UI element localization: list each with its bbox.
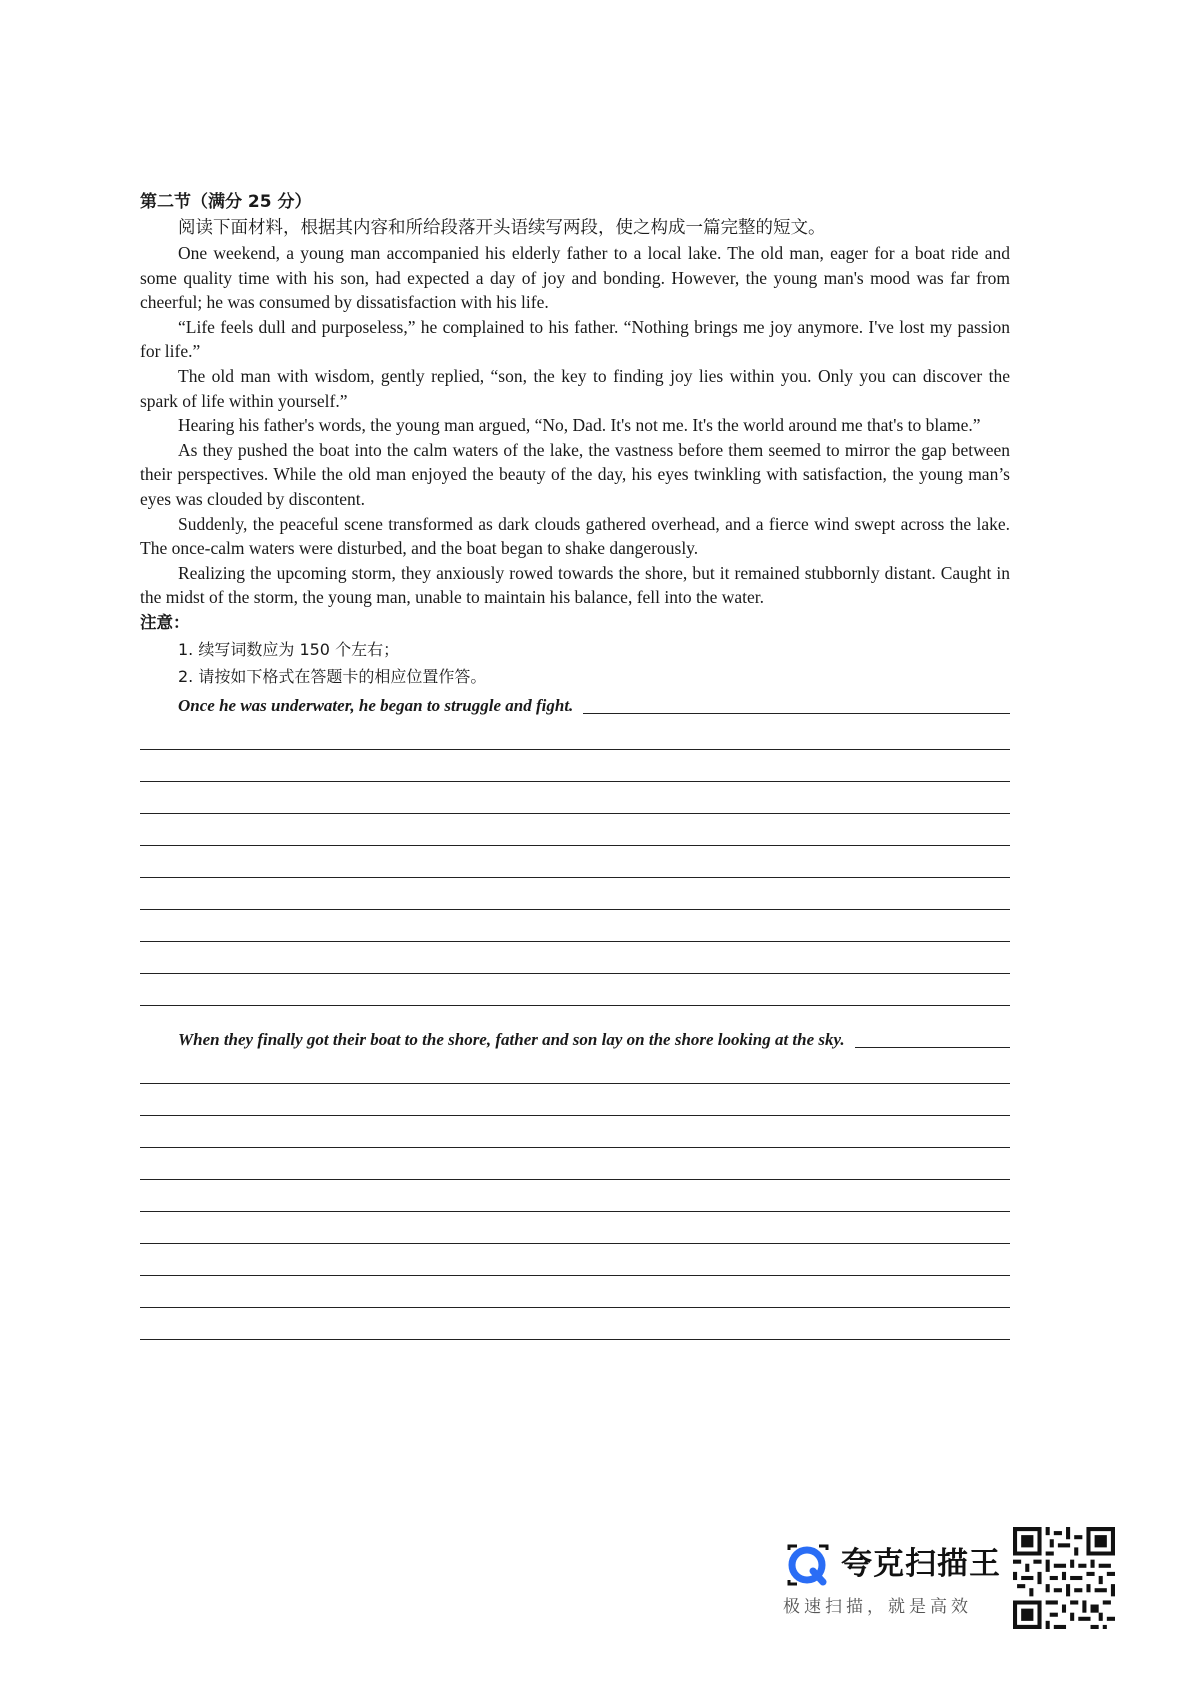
answer-line[interactable] — [140, 814, 1010, 846]
answer-line[interactable] — [140, 782, 1010, 814]
answer-line[interactable] — [140, 1308, 1010, 1340]
quark-logo-icon — [783, 1542, 835, 1588]
answer-line[interactable] — [140, 1084, 1010, 1116]
answer-line[interactable] — [140, 878, 1010, 910]
scanner-watermark — [783, 1540, 1003, 1630]
passage-paragraph: The old man with wisdom, gently replied, “son, the key to finding joy lies within you. Only you can discover the spark of life within yourself.” — [140, 365, 1010, 411]
qr-code-icon — [1013, 1527, 1115, 1629]
answer-line[interactable] — [140, 1180, 1010, 1212]
prompt-text: Once he was underwater, he began to struggle and fight. — [178, 695, 574, 715]
app-name: 夸克扫描王 — [841, 1546, 1001, 1582]
passage-paragraph: Realizing the upcoming storm, they anxiously rowed towards the shore, but it remained stubbornly distant. Caught in the midst of the storm, the young man, unable to maintain his balance, fell into the water. — [140, 562, 1010, 608]
answer-line[interactable] — [140, 846, 1010, 878]
answer-line[interactable] — [140, 1212, 1010, 1244]
answer-lines-1[interactable] — [140, 718, 1010, 1006]
answer-line[interactable] — [140, 1276, 1010, 1308]
note-item: 2. 请按如下格式在答题卡的相应位置作答。 — [178, 666, 487, 686]
section-instruction: 阅读下面材料，根据其内容和所给段落开头语续写两段，使之构成一篇完整的短文。 — [178, 218, 826, 238]
continuation-prompt-2 — [140, 1024, 1010, 1052]
passage-paragraph: One weekend, a young man accompanied his elderly father to a local lake. The old man, eager for a boat ride and some quality time with his son, had expected a day of joy and bonding. However, the young man's mood was far from cheerful; he was consumed by dissatisfaction with his life. — [140, 243, 1010, 313]
writing-section — [140, 189, 1010, 1340]
answer-lines-2[interactable] — [140, 1052, 1010, 1340]
continuation-prompt-1 — [140, 690, 1010, 718]
answer-line[interactable] — [140, 718, 1010, 750]
section-title: 第二节（满分 25 分） — [140, 192, 312, 212]
notes-title: 注意： — [140, 612, 190, 632]
app-slogan: 极速扫描，就是高效 — [783, 1597, 972, 1617]
prompt-text: When they finally got their boat to the shore, father and son lay on the shore looking at the sky. — [178, 1029, 845, 1049]
answer-line[interactable] — [140, 1052, 1010, 1084]
passage-paragraph: Hearing his father's words, the young man argued, “No, Dad. It's not me. It's the world around me that's to blame.” — [178, 415, 981, 436]
note-item: 1. 续写词数应为 150 个左右； — [178, 639, 400, 659]
answer-line[interactable] — [140, 1116, 1010, 1148]
answer-line[interactable] — [140, 750, 1010, 782]
answer-blank[interactable] — [855, 1047, 1010, 1048]
spacer — [140, 1006, 1010, 1024]
passage-paragraph: As they pushed the boat into the calm waters of the lake, the vastness before them seemed to mirror the gap between their perspectives. While the old man enjoyed the beauty of the day, his eyes twinkling with satisfaction, the young man’s eyes was clouded by discontent. — [140, 439, 1010, 509]
answer-line[interactable] — [140, 910, 1010, 942]
passage-paragraph: Suddenly, the peaceful scene transformed as dark clouds gathered overhead, and a fierce wind swept across the lake. The once-calm waters were disturbed, and the boat began to shake dangerously. — [140, 513, 1010, 559]
answer-blank[interactable] — [583, 713, 1010, 714]
answer-line[interactable] — [140, 1244, 1010, 1276]
answer-line[interactable] — [140, 974, 1010, 1006]
passage-paragraph: “Life feels dull and purposeless,” he complained to his father. “Nothing brings me joy anymore. I've lost my passion for life.” — [140, 316, 1010, 362]
answer-line[interactable] — [140, 1148, 1010, 1180]
answer-line[interactable] — [140, 942, 1010, 974]
